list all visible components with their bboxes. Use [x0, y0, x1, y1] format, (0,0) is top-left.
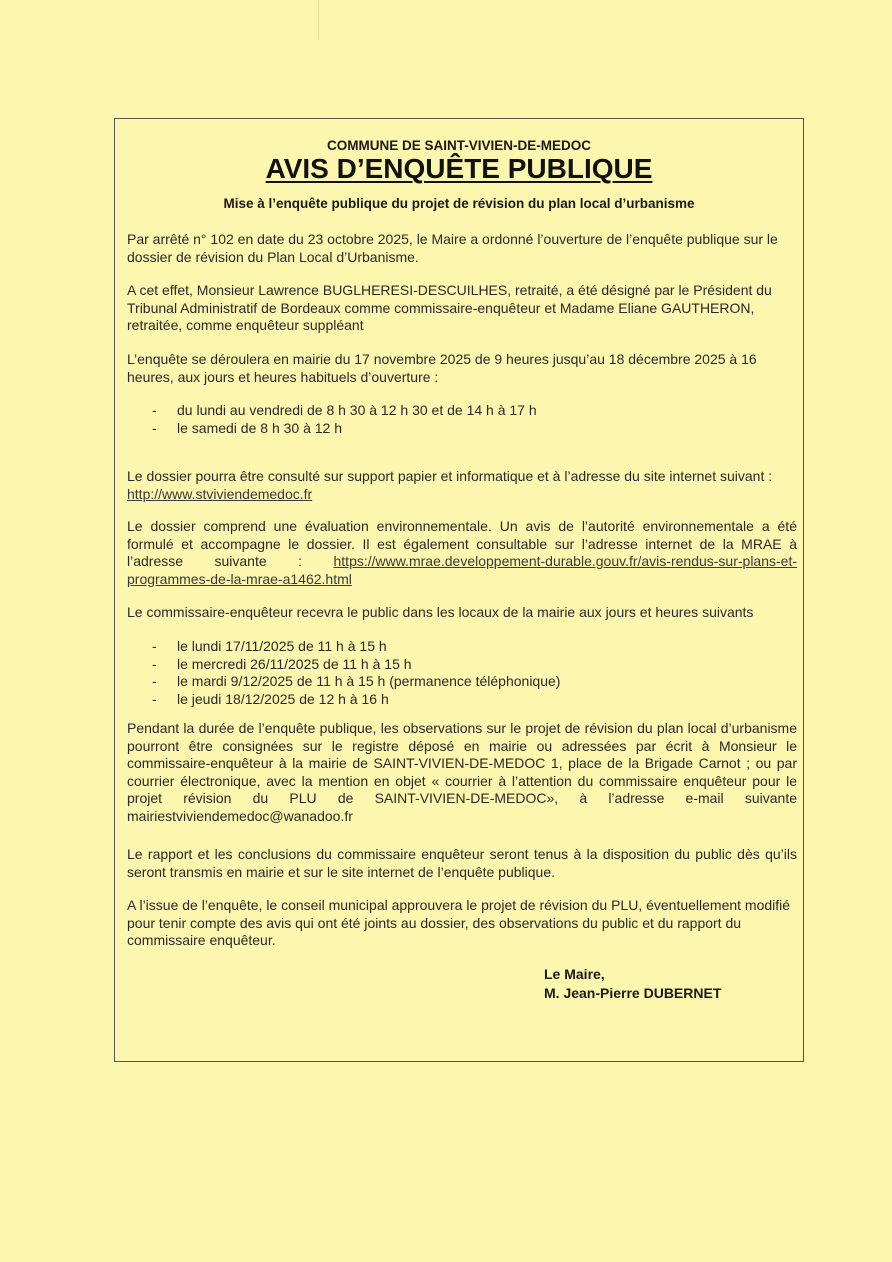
- evaluation-text: Le dossier comprend une évaluation environnementale. Un avis de l’autorité environnementale a été formulé et accompagne le dossier. Il est également consultable sur l’adresse internet de la MRAE à l’adresse suivante :: [127, 518, 797, 569]
- list-item: [115, 402, 805, 420]
- paragraph-rapport: Le rapport et les conclusions du commissaire enquêteur seront tenus à la disposition du public dès qu’ils seront transmis en mairie et sur le site internet de l’enquête publique.: [127, 846, 797, 880]
- list-item-text: le lundi 17/11/2025 de 11 h à 15 h: [177, 638, 387, 654]
- signature-name: M. Jean-Pierre DUBERNET: [544, 985, 722, 1001]
- paragraph-designation: A cet effet, Monsieur Lawrence BUGLHERESI-DESCUILHES, retraité, a été désigné par le Président du Tribunal Administratif de Bordeaux comme commissaire-enquêteur et Madame Eliane GAUTHERON, retraitée, comme enquêteur suppléant: [127, 282, 772, 333]
- bullet-dash: -: [152, 638, 157, 654]
- consultation-text: Le dossier pourra être consulté sur support papier et informatique et à l’adresse du site internet suivant :: [127, 468, 773, 484]
- list-item: [115, 691, 805, 709]
- bullet-dash: -: [152, 655, 157, 672]
- paragraph-observations: [127, 720, 797, 825]
- list-item: [115, 638, 805, 656]
- paragraph-consultation: [127, 468, 797, 503]
- list-item-text: du lundi au vendredi de 8 h 30 à 12 h 30 et de 14 h à 17 h: [177, 402, 537, 418]
- paragraph-dates: L’enquête se déroulera en mairie du 17 novembre 2025 de 9 heures jusqu’au 18 décembre 2025 à 16 heures, aux jours et heures habituels d’ouverture :: [127, 351, 757, 385]
- notice-box: [114, 118, 804, 1062]
- contact-email[interactable]: mairiestviviendemedoc@wanadoo.fr: [127, 807, 353, 824]
- list-item: [115, 420, 805, 438]
- mrae-link[interactable]: https://www.mrae.developpement-durable.gouv.fr/avis-rendus-sur-plans-et-programmes-de-la-mrae-a1462.html: [127, 553, 798, 587]
- bullet-dash: -: [152, 673, 157, 689]
- signature-role: Le Maire,: [544, 966, 605, 982]
- list-item-text: le jeudi 18/12/2025 de 12 h à 16 h: [177, 690, 389, 707]
- bullet-dash: -: [152, 402, 157, 418]
- notice-title: AVIS D’ENQUÊTE PUBLIQUE: [265, 153, 653, 184]
- paragraph-evaluation: [127, 518, 797, 588]
- list-item-text: le mercredi 26/11/2025 de 11 h à 15 h: [177, 655, 412, 672]
- bullet-dash: -: [152, 690, 157, 707]
- paragraph-issue: A l’issue de l’enquête, le conseil municipal approuvera le projet de révision du PLU, éventuellement modifié pour tenir compte des avis qui ont été joints au dossier, des observations du public et du rapport du commissaire enquêteur.: [127, 897, 791, 948]
- fold-line: [318, 0, 319, 40]
- observations-text: Pendant la durée de l’enquête publique, les observations sur le projet de révision du plan local d’urbanisme pourront être consignées sur le registre déposé en mairie ou adressées par écrit à Monsieur le commissaire-enquêteur à la mairie de SAINT-VIVIEN-DE-MEDOC 1, place de la Brigade Carnot ; ou par courrier électronique, avec la mention en objet « courrier à l’attention du commissaire enquêteur pour le projet révision du PLU de SAINT-VIVIEN-DE-MEDOC», à l’adresse e-mail suivante: [127, 720, 797, 806]
- paragraph-arrete: Par arrêté n° 102 en date du 23 octobre 2025, le Maire a ordonné l’ouverture de l’enquête publique sur le dossier de révision du Plan Local d’Urbanisme.: [127, 231, 778, 265]
- commune-name: COMMUNE DE SAINT-VIVIEN-DE-MEDOC: [326, 138, 591, 153]
- list-item-text: le mardi 9/12/2025 de 11 h à 15 h (permanence téléphonique): [177, 673, 561, 689]
- notice-subtitle: Mise à l’enquête publique du projet de révision du plan local d’urbanisme: [223, 196, 695, 211]
- list-item: [115, 673, 805, 691]
- bullet-dash: -: [152, 419, 157, 436]
- paragraph-reception: Le commissaire-enquêteur recevra le public dans les locaux de la mairie aux jours et heures suivants: [127, 604, 754, 620]
- opening-hours-list: [115, 402, 805, 437]
- website-link[interactable]: http://www.stviviendemedoc.fr: [127, 485, 313, 502]
- permanences-list: [115, 638, 805, 708]
- list-item-text: le samedi de 8 h 30 à 12 h: [177, 419, 343, 436]
- list-item: [115, 656, 805, 674]
